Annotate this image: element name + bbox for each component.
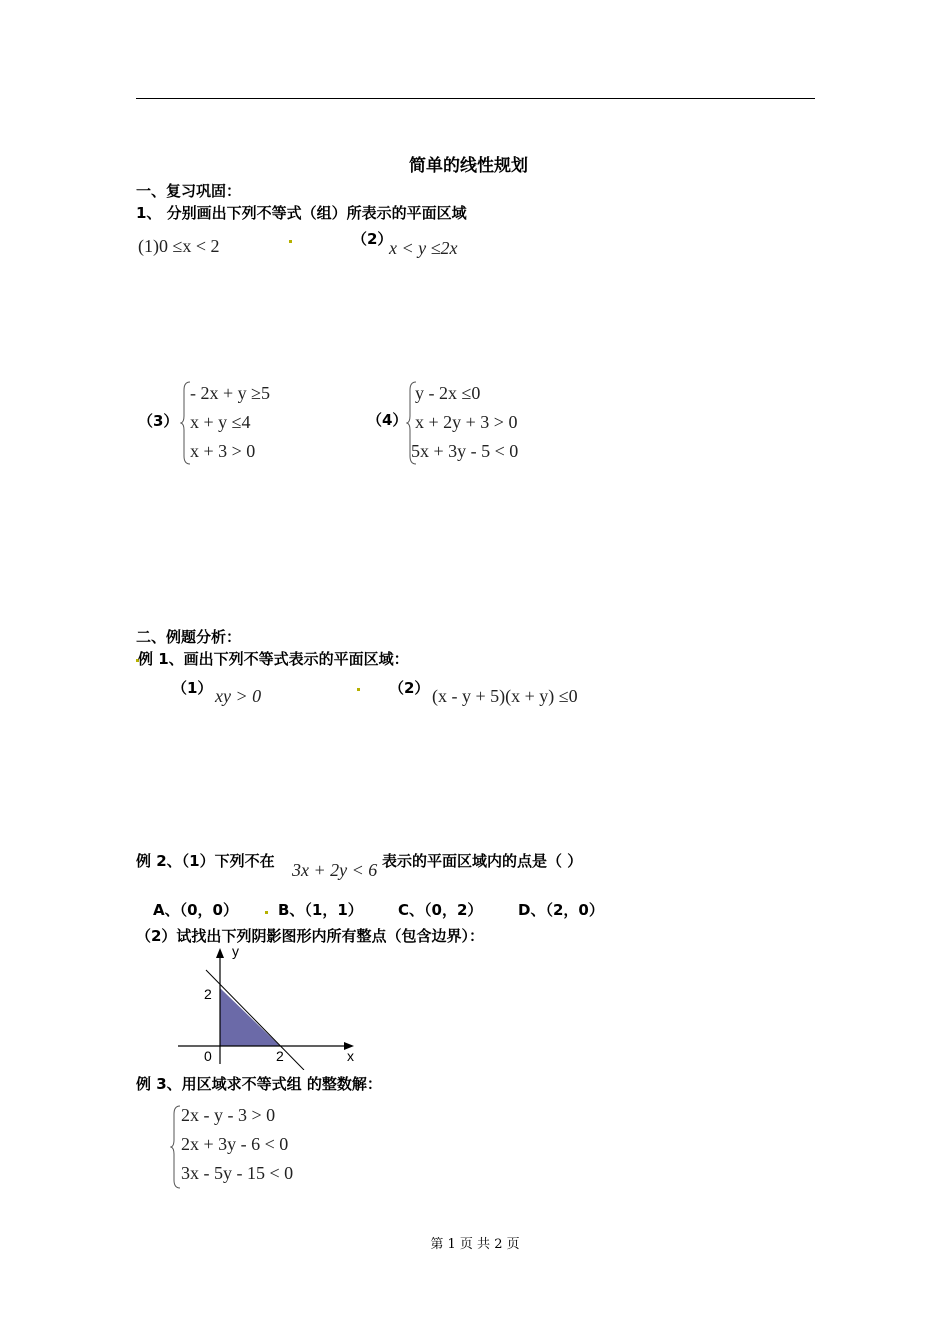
header-rule	[136, 98, 815, 99]
choice-b: B、（1，1）	[278, 901, 363, 919]
example-1-p2-math: (x - y + 5)(x + y) ≤0	[432, 686, 578, 706]
choice-a: A、（0，0）	[153, 901, 238, 919]
example-2-question: 表示的平面区域内的点是（ ）	[382, 852, 583, 870]
example-1: 例 1、画出下列不等式表示的平面区域：	[138, 650, 409, 668]
choice-c: C、（0，2）	[398, 901, 483, 919]
x-tick-label: 2	[276, 1048, 284, 1064]
section2-heading: 二、例题分析：	[136, 628, 242, 646]
marker-dot	[357, 688, 360, 691]
example-1-p1-math: xy > 0	[215, 686, 262, 706]
shaded-triangle	[220, 988, 280, 1046]
example-3-line-3: 3x - 5y - 15 < 0	[181, 1163, 294, 1183]
example-2-q2: （2）试找出下列阴影图形内所有整点（包含边界）：	[136, 927, 484, 945]
problem-4-label: （4）	[367, 411, 408, 429]
marker-dot	[289, 240, 292, 243]
example-3-line-2: 2x + 3y - 6 < 0	[181, 1134, 289, 1154]
section1-heading: 一、复习巩固：	[136, 182, 242, 200]
problem-4-line-3: 5x + 3y - 5 < 0	[411, 441, 519, 461]
example-3: 例 3、用区域求不等式组 的整数解：	[136, 1075, 382, 1093]
problem-2-label: （2）	[352, 230, 393, 248]
example-1-p1-label: （1）	[172, 679, 213, 697]
problem-3-line-3: x + 3 > 0	[190, 441, 256, 461]
x-axis-label: x	[347, 1048, 354, 1064]
problem-1-math: (1)0 ≤x < 2	[138, 236, 220, 256]
page-title: 简单的线性规划	[409, 156, 528, 176]
example-2-math: 3x + 2y < 6	[292, 860, 378, 880]
example-1-p2-label: （2）	[389, 679, 430, 697]
question-1: 1、 分别画出下列不等式（组）所表示的平面区域	[136, 204, 467, 222]
origin-label: 0	[204, 1048, 212, 1064]
problem-4-line-1: y - 2x ≤0	[415, 383, 481, 403]
y-tick-label: 2	[204, 986, 212, 1002]
problem-3-line-1: - 2x + y ≥5	[190, 383, 271, 403]
marker-dot	[265, 911, 268, 914]
problem-4-line-2: x + 2y + 3 > 0	[415, 412, 518, 432]
example-2-intro: 例 2、（1）下列不在	[136, 852, 275, 870]
y-axis-arrow-icon	[216, 948, 224, 958]
problem-3-label: （3）	[138, 412, 179, 430]
shaded-region-graph	[170, 940, 370, 1070]
problem-3-line-2: x + y ≤4	[190, 412, 251, 432]
y-axis-label: y	[232, 943, 239, 959]
example-3-line-1: 2x - y - 3 > 0	[181, 1105, 276, 1125]
choice-d: D、（2，0）	[518, 901, 604, 919]
page-footer: 第 1 页 共 2 页	[430, 1237, 520, 1252]
problem-2-math: x < y ≤2x	[389, 238, 458, 258]
